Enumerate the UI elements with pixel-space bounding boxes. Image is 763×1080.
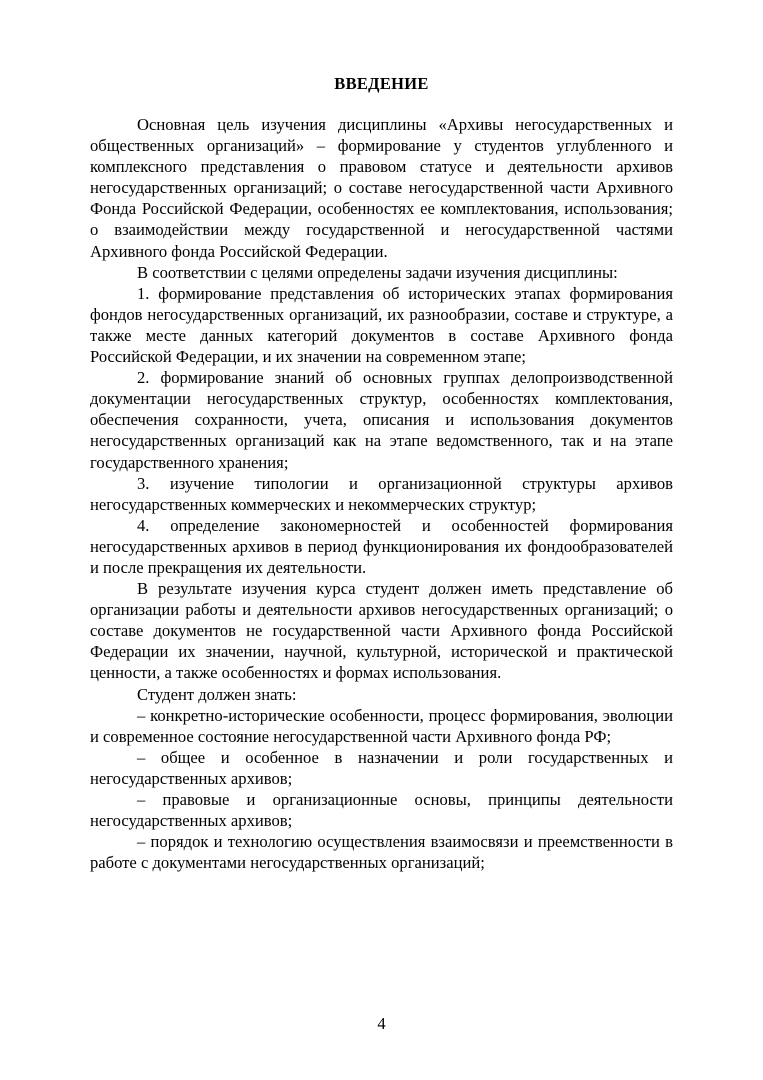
paragraph-goal: Основная цель изучения дисциплины «Архивы негосударственных и общественных организаций» – формирование у студентов углубленного и комплексного представления о правовом статусе и деятельности архивов негосударственных организаций; о составе негосударственной части Архивного Фонда Российской Федерации, особенностях ее комплектования, использования; о взаимодействии между государственной и негосударственной частями Архивного фонда Российской Федерации. — [90, 115, 673, 261]
document-body — [90, 114, 673, 873]
paragraph-result: В результате изучения курса студент должен иметь представление об организации работы и деятельности архивов негосударственных организаций; о составе документов не государственной части Архивного фонда Российской Федерации их значении, научной, культурной, исторической и практической ценности, а также особенностях и формах использования. — [90, 579, 673, 683]
page-number: 4 — [377, 1014, 386, 1033]
list-item-procedure: – порядок и технологию осуществления взаимосвязи и преемственности в работе с документами негосударственных организаций; — [90, 832, 673, 873]
list-item-general-special: – общее и особенное в назначении и роли государственных и негосударственных архивов; — [90, 747, 673, 788]
paragraph-tasks-intro: В соответствии с целями определены задачи изучения дисциплины: — [137, 262, 618, 282]
list-item-legal-basis: – правовые и организационные основы, принципы деятельности негосударственных архивов; — [90, 790, 673, 831]
paragraph-task-3: 3. изучение типологии и организационной структуры архивов негосударственных коммерческих и некоммерческих структур; — [90, 473, 673, 514]
page-title: ВВЕДЕНИЕ — [334, 74, 429, 93]
paragraph-task-2: 2. формирование знаний об основных группах делопроизводственной документации негосударственных структур, особенностях комплектования, обеспечения сохранности, учета, описания и использования документов негосударственных организаций как на этапе ведомственного, так и на этапе государственного хранения; — [90, 368, 673, 472]
paragraph-task-1: 1. формирование представления об исторических этапах формирования фондов негосударственных организаций, их разнообразии, составе и структуре, а также месте данных категорий документов в составе Архивного фонда Российской Федерации, и их значении на современном этапе; — [90, 283, 673, 367]
paragraph-task-4: 4. определение закономерностей и особенностей формирования негосударственных архивов в период функционирования их фондообразователей и после прекращения их деятельности. — [90, 515, 673, 577]
paragraph-must-know: Студент должен знать: — [137, 684, 297, 704]
list-item-history: – конкретно-исторические особенности, процесс формирования, эволюции и современное состояние негосударственной части Архивного фонда РФ; — [90, 705, 673, 746]
